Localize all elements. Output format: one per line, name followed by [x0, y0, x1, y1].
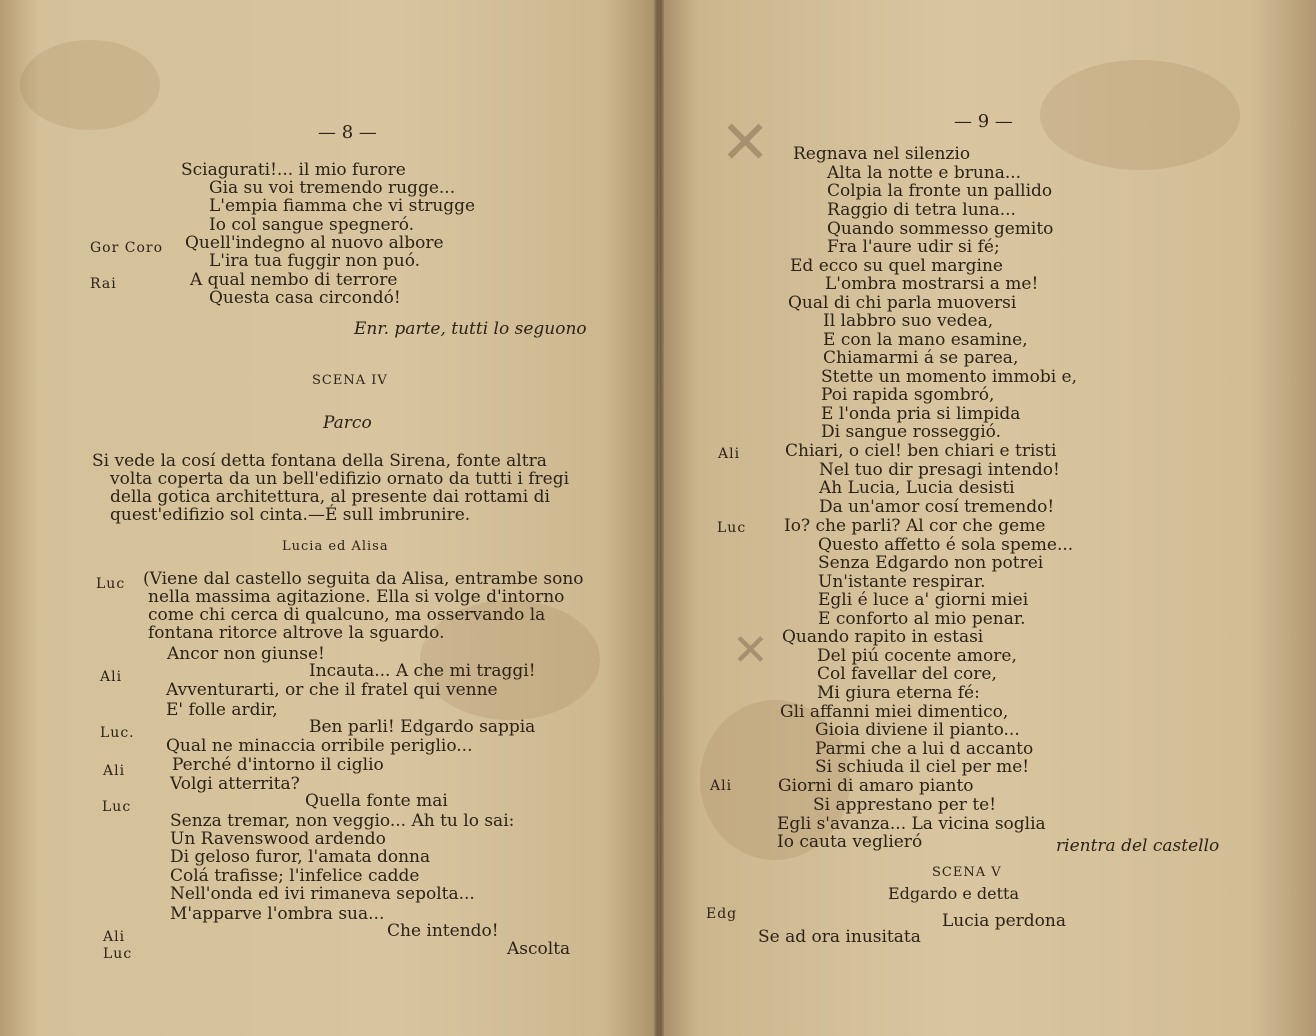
- verse-line: Quando rapito in estasi: [782, 627, 984, 647]
- verse-line: Senza Edgardo non potrei: [818, 553, 1044, 573]
- verse-line: Quell'indegno al nuovo albore: [185, 233, 444, 253]
- verse-line: Stette un momento immobi e,: [821, 367, 1078, 387]
- verse-line: E con la mano esamine,: [823, 330, 1028, 350]
- speaker-label: Ali: [710, 778, 733, 794]
- verse-line: Ancor non giunse!: [167, 644, 325, 664]
- speaker-label: Luc: [717, 520, 747, 536]
- verse-line: Io? che parli? Al cor che geme: [784, 516, 1046, 536]
- verse-line: Gioia diviene il pianto...: [815, 720, 1020, 740]
- verse-line: L'ombra mostrarsi a me!: [825, 274, 1039, 294]
- verse-line: Ed ecco su quel margine: [790, 256, 1003, 276]
- verse-line: Mi giura eterna fé:: [817, 683, 980, 703]
- speaker-label: Luc: [102, 799, 132, 815]
- verse-line: L'empia fiamma che vi strugge: [209, 196, 476, 216]
- verse-line: Raggio di tetra luna...: [827, 200, 1016, 220]
- description-line: della gotica architettura, al presente dai rottami di: [110, 487, 550, 507]
- verse-line: Egli s'avanza... La vicina soglia: [777, 814, 1046, 834]
- description-line: volta coperta da un bell'edifizio ornato da tutti i fregi: [110, 469, 570, 489]
- stage-direction: Enr. parte, tutti lo seguono: [354, 319, 587, 339]
- speaker-label: Ali: [718, 446, 741, 462]
- verse-line: Ah Lucia, Lucia desisti: [819, 478, 1015, 498]
- stage-direction: (Viene dal castello seguita da Alisa, entrambe sono: [143, 569, 584, 589]
- verse-line: Perché d'intorno il ciglio: [172, 755, 384, 775]
- verse-line: Volgi atterrita?: [170, 774, 300, 794]
- verse-line: Da un'amor cosí tremendo!: [819, 497, 1055, 517]
- speaker-label: Luc: [96, 576, 126, 592]
- verse-line: Questa casa circondó!: [209, 288, 401, 308]
- characters-heading: Lucia ed Alisa: [282, 539, 389, 554]
- verse-line: Alta la notte e bruna...: [827, 163, 1022, 183]
- verse-line: Incauta... A che mi traggi!: [309, 661, 536, 681]
- verse-line: Un'istante respirar.: [818, 572, 986, 592]
- verse-line: Senza tremar, non veggio... Ah tu lo sai:: [170, 811, 515, 831]
- paper-stain: [20, 40, 160, 130]
- speaker-label: Gor Coro: [90, 240, 164, 256]
- verse-line: Gia su voi tremendo rugge...: [209, 178, 456, 198]
- verse-line: Nel tuo dir presagi intendo!: [819, 460, 1060, 480]
- verse-line: Sciagurati!... il mio furore: [181, 160, 406, 180]
- verse-line: Il labbro suo vedea,: [823, 311, 994, 331]
- verse-line: Io cauta veglieró: [777, 832, 923, 852]
- page-number: — 9 —: [954, 111, 1013, 132]
- verse-line: Ben parli! Edgardo sappia: [309, 717, 536, 737]
- verse-line: Chiari, o ciel! ben chiari e tristi: [785, 441, 1057, 461]
- verse-line: Nell'onda ed ivi rimaneva sepolta...: [170, 884, 475, 904]
- speaker-label: Ali: [100, 669, 123, 685]
- description-line: quest'edifizio sol cinta.—É sull imbrunire.: [110, 505, 471, 525]
- stage-direction: come chi cerca di qualcuno, ma osservando la: [148, 605, 546, 625]
- verse-line: Poi rapida sgombró,: [821, 385, 995, 405]
- verse-line: Di geloso furor, l'amata donna: [170, 847, 431, 867]
- verse-line: Un Ravenswood ardendo: [170, 829, 386, 849]
- verse-line: Chiamarmi á se parea,: [823, 348, 1019, 368]
- description-line: Si vede la cosí detta fontana della Sirena, fonte altra: [92, 451, 547, 471]
- verse-line: Giorni di amaro pianto: [778, 776, 974, 796]
- speaker-label: Ali: [103, 763, 126, 779]
- speaker-label: Rai: [90, 276, 117, 292]
- verse-line: E' folle ardir,: [166, 700, 278, 720]
- setting-title: Parco: [323, 413, 372, 433]
- pencil-mark: ✕: [732, 625, 769, 676]
- verse-line: E conforto al mio penar.: [818, 609, 1026, 629]
- verse-line: L'ira tua fuggir non puó.: [209, 251, 421, 271]
- verse-line: Questo affetto é sola speme...: [818, 535, 1074, 555]
- pencil-mark: ✕: [720, 108, 771, 178]
- verse-line: Quando sommesso gemito: [827, 219, 1054, 239]
- verse-line: Si schiuda il ciel per me!: [815, 757, 1030, 777]
- verse-line: M'apparve l'ombra sua...: [170, 904, 385, 924]
- verse-line: Io col sangue spegneró.: [209, 215, 415, 235]
- verse-line: Parmi che a lui d accanto: [815, 739, 1034, 759]
- speaker-label: Ali: [103, 929, 126, 945]
- scene-heading: SCENA IV: [312, 373, 388, 388]
- verse-line: Che intendo!: [387, 921, 499, 941]
- verse-line: Del piú cocente amore,: [817, 646, 1017, 666]
- verse-line: Quella fonte mai: [305, 791, 448, 811]
- scene-heading: SCENA V: [932, 865, 1002, 880]
- verse-line: Colpia la fronte un pallido: [827, 181, 1053, 201]
- verse-line: Qual di chi parla muoversi: [788, 293, 1017, 313]
- characters-heading: Edgardo e detta: [888, 884, 1019, 903]
- paper-stain: [1040, 60, 1240, 170]
- verse-line: Qual ne minaccia orribile periglio...: [166, 736, 473, 756]
- book-gutter: [654, 0, 664, 1036]
- speaker-label: Edg: [706, 906, 738, 922]
- verse-line: Se ad ora inusitata: [758, 927, 921, 947]
- verse-line: Ascolta: [507, 939, 571, 959]
- verse-line: Col favellar del core,: [817, 664, 997, 684]
- verse-line: Regnava nel silenzio: [793, 144, 971, 164]
- verse-line: Egli é luce a' giorni miei: [818, 590, 1029, 610]
- page-number: — 8 —: [318, 122, 377, 143]
- verse-line: Fra l'aure udir si fé;: [827, 237, 1000, 257]
- stage-direction: nella massima agitazione. Ella si volge d'intorno: [148, 587, 565, 607]
- verse-line: A qual nembo di terrore: [190, 270, 398, 290]
- verse-line: Gli affanni miei dimentico,: [780, 702, 1009, 722]
- stage-direction: fontana ritorce altrove la sguardo.: [148, 623, 445, 643]
- verse-line: Lucia perdona: [942, 911, 1067, 931]
- right-page: [660, 0, 1316, 1036]
- speaker-label: Luc: [103, 946, 133, 962]
- verse-line: Colá trafisse; l'infelice cadde: [170, 866, 420, 886]
- verse-line: E l'onda pria si limpida: [821, 404, 1021, 424]
- stage-direction: rientra del castello: [1056, 836, 1220, 856]
- verse-line: Di sangue rosseggió.: [821, 422, 1001, 442]
- verse-line: Avventurarti, or che il fratel qui venne: [166, 680, 498, 700]
- speaker-label: Luc.: [100, 725, 135, 741]
- verse-line: Si apprestano per te!: [813, 795, 997, 815]
